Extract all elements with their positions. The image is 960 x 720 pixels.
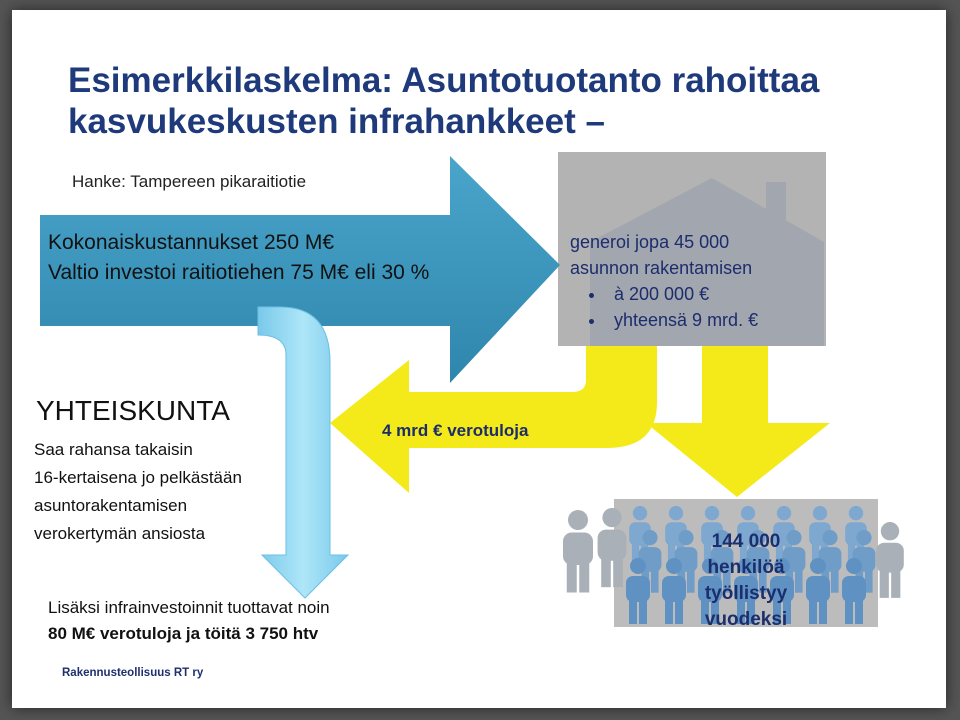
employment-text [688, 529, 804, 633]
society-line: verokertymän ansiosta [34, 524, 206, 543]
investment-text [48, 228, 429, 288]
society-text [34, 436, 242, 548]
person-figure [563, 510, 593, 593]
bullet-total: • yhteensä 9 mrd. € [606, 307, 758, 333]
employment-count: 144 000 [711, 531, 781, 552]
tax-return-label: 4 mrd € verotuloja [382, 421, 529, 440]
society-heading: YHTEISKUNTA [36, 395, 230, 426]
person-figure [876, 522, 904, 598]
society-line: 16-kertaisena jo pelkästään [34, 468, 242, 487]
bullet-price-per-home: • à 200 000 € [606, 281, 758, 307]
state-investment-line: Valtio investoi raitiotiehen 75 M€ eli 30 % [48, 261, 430, 284]
slide [12, 10, 946, 708]
project-label: Hanke: Tampereen pikaraitiotie [72, 172, 307, 191]
employment-line: vuodeksi [704, 609, 788, 630]
housing-line-2: asunnon rakentamisen [570, 258, 753, 278]
society-line: asuntorakentamisen [34, 496, 188, 515]
employment-line: henkilöä [707, 557, 785, 578]
employment-line: työllistyy [704, 583, 788, 604]
employment-arrow [646, 346, 830, 497]
slide-title: Esimerkkilaskelma: Asuntotuotanto rahoittaa kasvukeskusten infrahankkeet – [68, 61, 820, 141]
infra-line-2-wrap [48, 621, 330, 647]
infra-text [48, 595, 330, 647]
tax-return-arrow [330, 346, 657, 493]
society-line: Saa rahansa takaisin [34, 440, 193, 459]
housing-text [570, 229, 758, 333]
infra-line-1: Lisäksi infrainvestoinnit tuottavat noin [48, 598, 330, 617]
footer-organization: Rakennusteollisuus RT ry [62, 667, 204, 679]
total-cost-line: Kokonaiskustannukset 250 M€ [48, 231, 335, 254]
infra-return-arrow [258, 307, 348, 598]
infra-line-2: 80 M€ verotuloja ja töitä 3 750 htv [48, 624, 319, 643]
housing-bullets [570, 281, 758, 333]
housing-line-1: generoi jopa 45 000 [570, 232, 730, 252]
